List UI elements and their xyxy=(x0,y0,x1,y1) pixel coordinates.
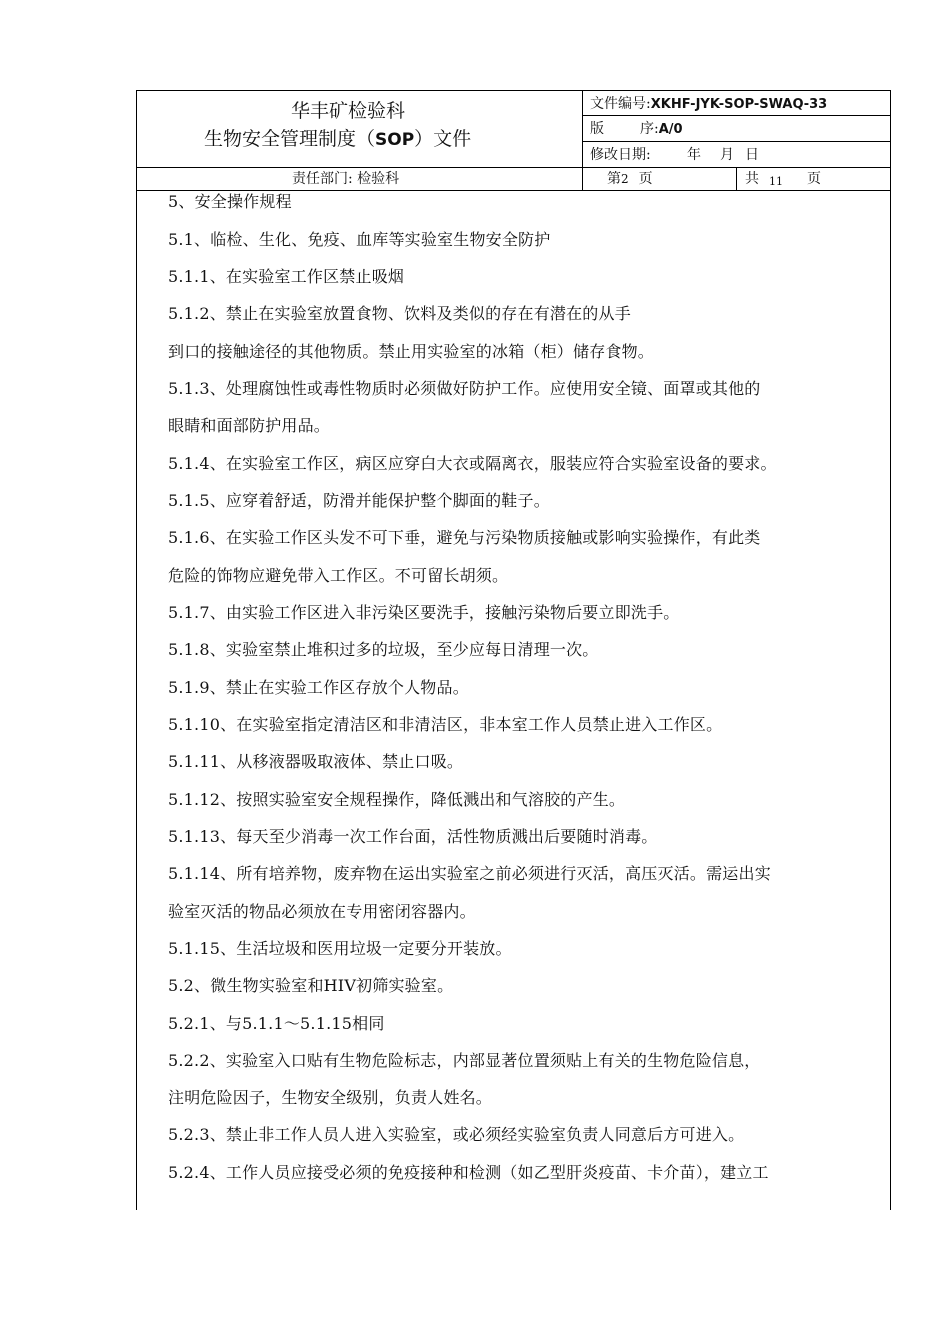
body-line: 到口的接触途径的其他物质。禁止用实验室的冰箱（柜）储存食物。 xyxy=(168,342,655,361)
table-border-left xyxy=(136,90,137,1210)
table-border-top xyxy=(136,90,891,91)
doc-number: 文件编号:XKHF-JYK-SOP-SWAQ-33 xyxy=(590,96,828,112)
revise-month: 月 xyxy=(720,147,734,163)
body-line: 5.1.7、由实验工作区进入非污染区要洗手，接触污染物后要立即洗手。 xyxy=(168,603,680,622)
page-number: 第2 页 xyxy=(607,171,653,187)
body-line: 5.1.9、禁止在实验工作区存放个人物品。 xyxy=(168,678,469,697)
body-line: 注明危险因子，生物安全级别，负责人姓名。 xyxy=(168,1088,493,1107)
body-line: 5.1.5、应穿着舒适，防滑并能保护整个脚面的鞋子。 xyxy=(168,491,550,510)
body-line: 5.1.2、禁止在实验室放置食物、饮料及类似的存在有潜在的从手 xyxy=(168,304,631,323)
body-line: 5.2、微生物实验室和HIV初筛实验室。 xyxy=(168,976,454,995)
table-row-line-2 xyxy=(582,141,891,142)
body-line: 5.1.4、在实验室工作区，病区应穿白大衣或隔离衣，服装应符合实验室设备的要求。 xyxy=(168,454,777,473)
table-divider-page xyxy=(736,167,737,190)
table-border-right xyxy=(890,90,891,1210)
revise-day: 日 xyxy=(745,147,759,163)
revise-year: 年 xyxy=(687,147,701,163)
body-line: 5.1.12、按照实验室安全规程操作，降低溅出和气溶胶的产生。 xyxy=(168,790,626,809)
table-row-line-3 xyxy=(136,167,891,168)
org-name: 华丰矿检验科 xyxy=(291,100,406,122)
responsible-dept: 责任部门: 检验科 xyxy=(292,171,400,187)
body-line: 5.1、临检、生化、免疫、血库等实验室生物安全防护 xyxy=(168,230,551,249)
page-total: 共 11 页 xyxy=(745,171,821,188)
body-line: 眼睛和面部防护用品。 xyxy=(168,416,331,435)
version: 序:A/0 xyxy=(640,121,683,137)
body-line: 验室灭活的物品必须放在专用密闭容器内。 xyxy=(168,902,476,921)
body-line: 5.2.3、禁止非工作人员人进入实验室，或必须经实验室负责人同意后方可进入。 xyxy=(168,1125,745,1144)
body-line: 5.1.3、处理腐蚀性或毒性物质时必须做好防护工作。应使用安全镜、面罩或其他的 xyxy=(168,379,761,398)
body-line: 5.1.14、所有培养物，废弃物在运出实验室之前必须进行灭活，高压灭活。需运出实 xyxy=(168,864,771,883)
body-line: 5.1.6、在实验工作区头发不可下垂，避免与污染物质接触或影响实验操作，有此类 xyxy=(168,528,761,547)
table-row-line-1 xyxy=(582,115,891,116)
version-label-a: 版 xyxy=(590,121,604,137)
body-line: 5.1.1、在实验室工作区禁止吸烟 xyxy=(168,267,405,286)
table-row-line-4 xyxy=(136,190,891,191)
body-line: 5.2.4、工作人员应接受必须的免疫接种和检测（如乙型肝炎疫苗、卡介苗），建立工 xyxy=(168,1163,769,1182)
body-line: 5.1.10、在实验室指定清洁区和非清洁区，非本室工作人员禁止进入工作区。 xyxy=(168,715,723,734)
body-line: 5、安全操作规程 xyxy=(168,192,292,211)
body-line: 5.2.1、与5.1.1～5.1.15相同 xyxy=(168,1014,385,1033)
body-line: 5.2.2、实验室入口贴有生物危险标志，内部显著位置须贴上有关的生物危险信息， xyxy=(168,1051,761,1070)
body-line: 5.1.15、生活垃圾和医用垃圾一定要分开装放。 xyxy=(168,939,512,958)
table-divider-title xyxy=(582,90,583,190)
revise-date-label: 修改日期: xyxy=(590,147,651,163)
body-line: 5.1.11、从移液器吸取液体、禁止口吸。 xyxy=(168,752,464,771)
body-line: 5.1.8、实验室禁止堆积过多的垃圾，至少应每日清理一次。 xyxy=(168,640,599,659)
body-line: 5.1.13、每天至少消毒一次工作台面，活性物质溅出后要随时消毒。 xyxy=(168,827,658,846)
body-line: 危险的饰物应避免带入工作区。不可留长胡须。 xyxy=(168,566,509,585)
document-title: 生物安全管理制度（SOP）文件 xyxy=(204,128,472,150)
